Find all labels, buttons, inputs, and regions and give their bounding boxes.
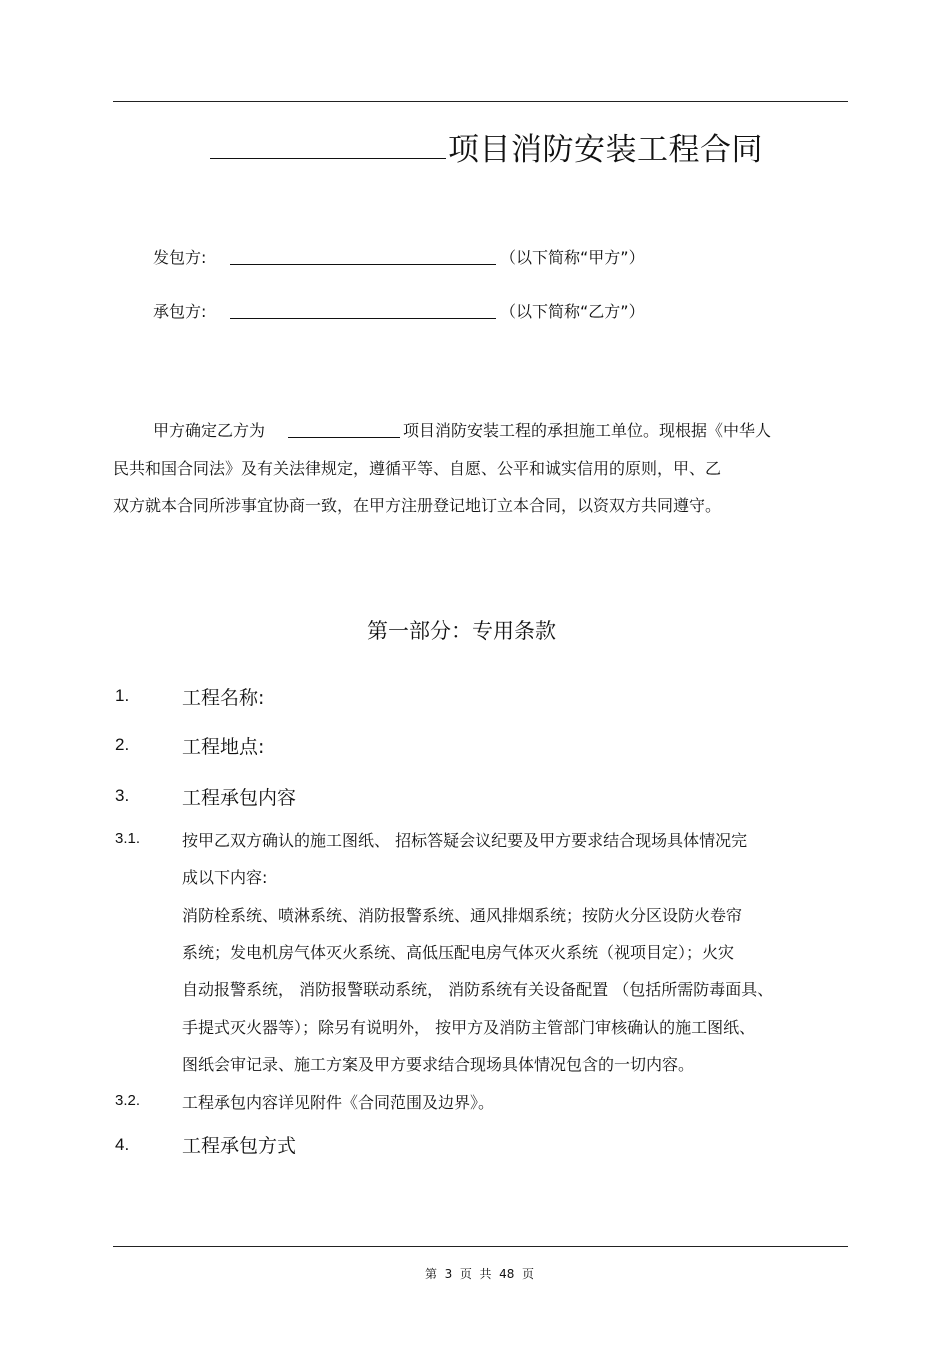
clause-3-1-line: 自动报警系统， 消防报警联动系统， 消防系统有关设备配置 （包括所需防毒面具、 [182,980,774,999]
section-title: 第一部分：专用条款 [367,619,556,643]
clause-number: 3.2. [115,1092,141,1109]
project-name-blank[interactable] [210,128,446,159]
page-number: 第 3 页 共 48 页 [425,1267,535,1281]
employer-name-blank[interactable] [230,246,496,265]
header-rule [113,101,848,102]
clause-3-1-line: 按甲乙双方确认的施工图纸、 招标答疑会议纪要及甲方要求结合现场具体情况完 [182,831,748,850]
intro-line-1b: 项目消防安装工程的承担施工单位。现根据《中华人 [403,421,772,440]
employer-note: （以下简称“甲方”） [500,248,645,267]
clause-3-1-line: 成以下内容: [182,868,268,887]
clause-3-1-line: 系统；发电机房气体灭火系统、高低压配电房气体灭火系统（视项目定）；火灾 [182,943,735,962]
intro-line-3: 双方就本合同所涉事宜协商一致，在甲方注册登记地订立本合同，以资双方共同遵守。 [113,496,722,515]
item-contract-method: 工程承包方式 [182,1135,297,1157]
clause-3-1-line: 手提式灭火器等）；除另有说明外， 按甲方及消防主管部门审核确认的施工图纸、 [182,1018,756,1037]
contract-title: 项目消防安装工程合同 [448,132,763,168]
intro-line-2: 民共和国合同法》及有关法律规定，遵循平等、自愿、公平和诚实信用的原则，甲、乙 [113,459,722,478]
clause-3-1-line: 图纸会审记录、施工方案及甲方要求结合现场具体情况包含的一切内容。 [182,1055,695,1074]
item-number: 2. [115,735,130,754]
item-project-name: 工程名称: [182,687,265,709]
clause-3-1-line: 消防栓系统、喷淋系统、消防报警系统、通风排烟系统；按防火分区设防火卷帘 [182,906,743,925]
item-scope-heading: 工程承包内容 [182,787,297,809]
item-number: 1. [115,686,130,705]
item-number: 4. [115,1135,130,1154]
footer-rule [113,1246,848,1247]
intro-project-blank[interactable] [288,419,400,438]
clause-number: 3.1. [115,830,141,847]
item-project-location: 工程地点: [182,736,265,758]
intro-line-1a: 甲方确定乙方为 [153,421,266,440]
contractor-note: （以下简称“乙方”） [500,302,645,321]
contractor-name-blank[interactable] [230,300,496,319]
clause-3-2-text: 工程承包内容详见附件《合同范围及边界》。 [182,1093,495,1112]
contractor-label: 承包方: [153,302,207,321]
item-number: 3. [115,786,130,805]
employer-label: 发包方: [153,248,207,267]
